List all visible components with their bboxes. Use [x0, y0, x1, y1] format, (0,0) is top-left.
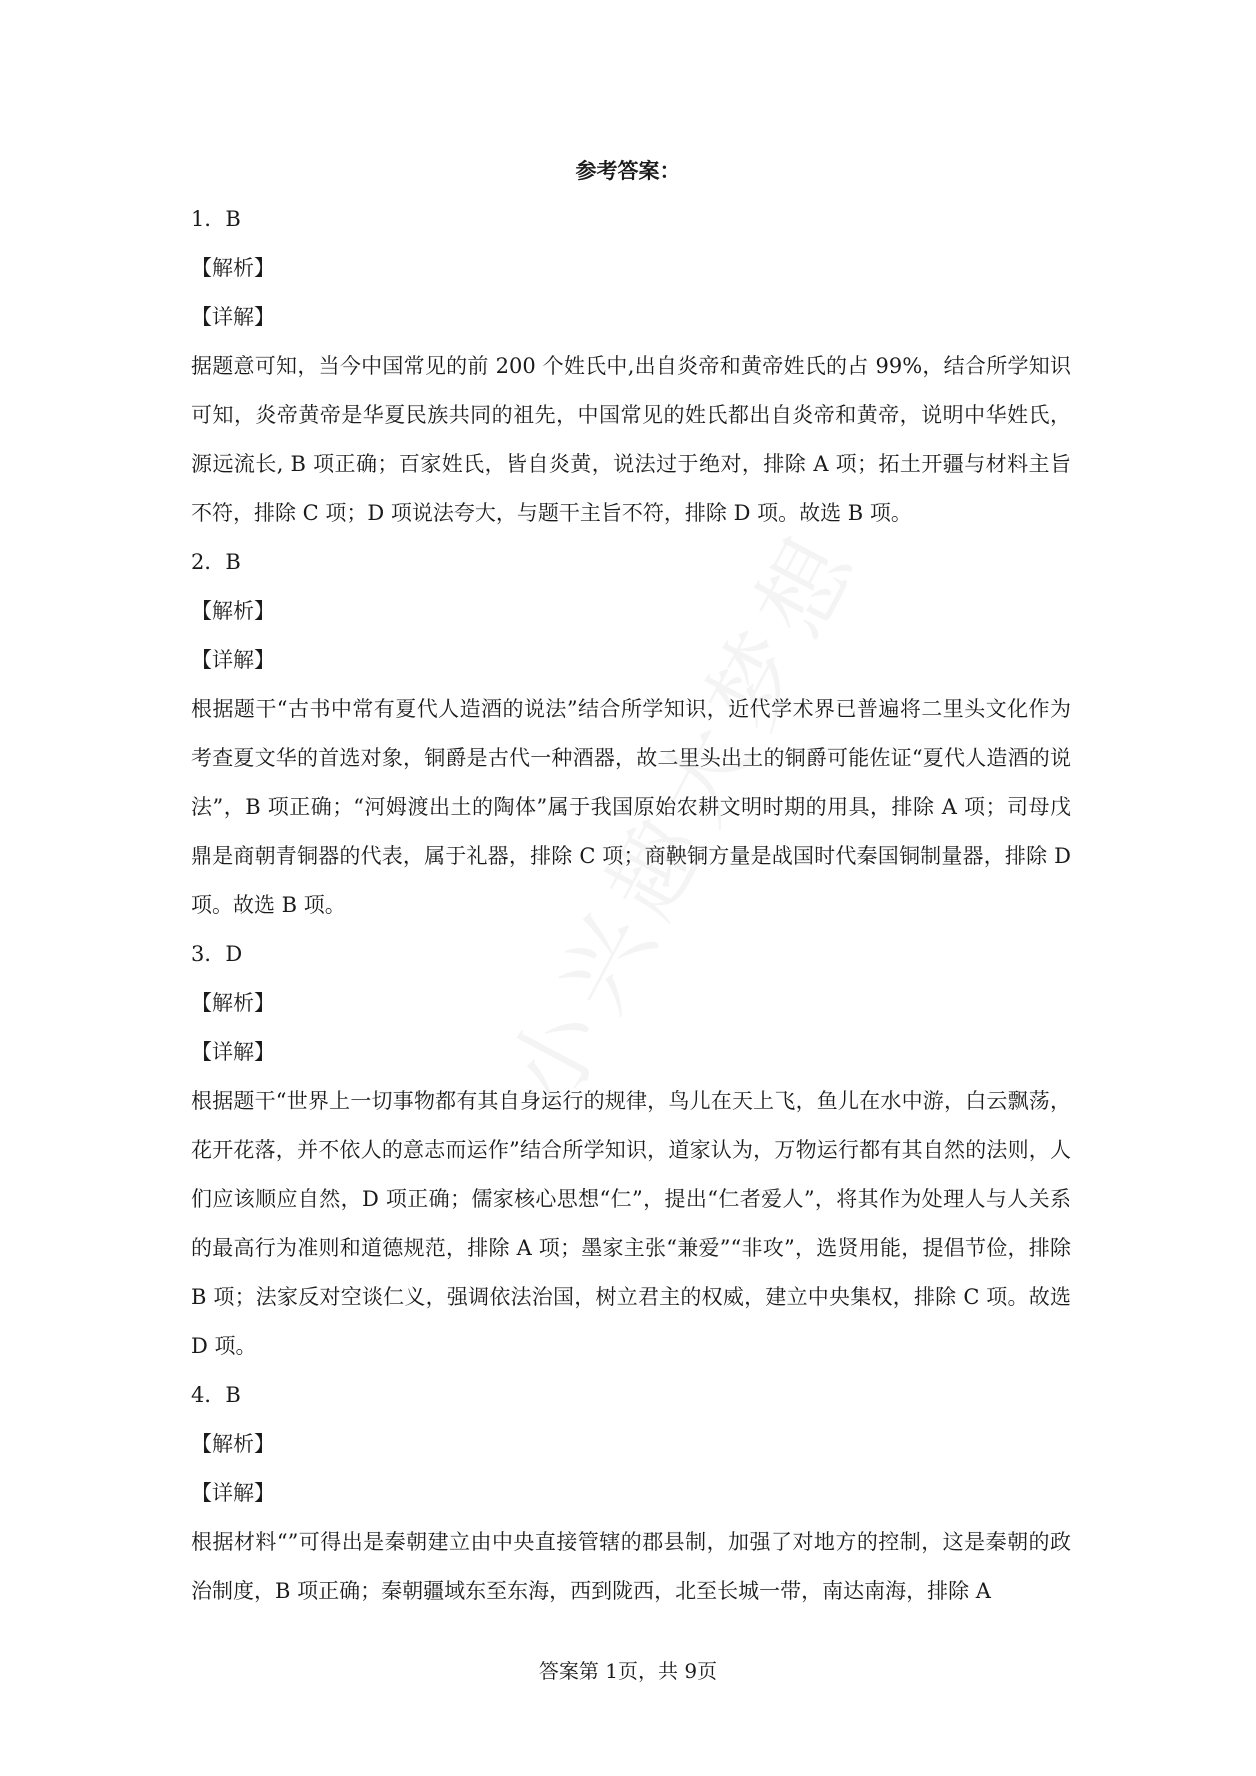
answer-number: 3．D [191, 942, 243, 966]
detail-text: 根据题干“古书中常有夏代人造酒的说法”结合所学知识，近代学术界已普遍将二里头文化作为考查夏文华的首选对象，铜爵是古代一种酒器，故二里头出土的铜爵可能佐证“夏代人造酒的说法”，B 项正确；“河姆渡出土的陶体”属于我国原始农耕文明时期的用具，排除 A 项；司母戊鼎是商朝青铜器的代表，属于礼器，排除 C 项；商鞅铜方量是战国时代秦国铜制量器，排除 D 项。故选 B 项。 [191, 697, 1071, 917]
answer-item-1 [191, 195, 1071, 538]
answer-list [191, 195, 1071, 1616]
analysis-tag: 【解析】 [191, 991, 275, 1015]
detail-tag: 【详解】 [191, 1040, 275, 1064]
page-footer: 答案第 1页，共 9页 [538, 1659, 718, 1683]
analysis-tag: 【解析】 [191, 256, 275, 280]
answer-item-3 [191, 930, 1071, 1371]
analysis-tag: 【解析】 [191, 1432, 275, 1456]
detail-tag: 【详解】 [191, 1481, 275, 1505]
detail-tag: 【详解】 [191, 305, 275, 329]
detail-text: 根据材料“”可得出是秦朝建立由中央直接管辖的郡县制，加强了对地方的控制，这是秦朝的政治制度，B 项正确；秦朝疆域东至东海，西到陇西，北至长城一带，南达南海，排除 A [191, 1530, 1071, 1603]
detail-text: 根据题干“世界上一切事物都有其自身运行的规律，鸟儿在天上飞，鱼儿在水中游，白云飘荡，花开花落，并不依人的意志而运作”结合所学知识，道家认为，万物运行都有其自然的法则，人们应该顺应自然，D 项正确；儒家核心思想“仁”，提出“仁者爱人”，将其作为处理人与人关系的最高行为准则和道德规范，排除 A 项；墨家主张“兼爱”“非攻”，选贤用能，提倡节俭，排除 B 项；法家反对空谈仁义，强调依法治国，树立君主的权威，建立中央集权，排除 C 项。故选 D 项。 [191, 1089, 1071, 1358]
answer-number: 1．B [191, 207, 241, 231]
answer-number: 4．B [191, 1383, 241, 1407]
answer-number: 2．B [191, 550, 241, 574]
detail-tag: 【详解】 [191, 648, 275, 672]
page-title: 参考答案： [575, 158, 681, 183]
analysis-tag: 【解析】 [191, 599, 275, 623]
detail-text: 据题意可知，当今中国常见的前 200 个姓氏中,出自炎帝和黄帝姓氏的占 99%，结合所学知识可知，炎帝黄帝是华夏民族共同的祖先，中国常见的姓氏都出自炎帝和黄帝，说明中华姓氏，源远流长, B 项正确；百家姓氏，皆自炎黄，说法过于绝对，排除 A 项；拓土开疆与材料主旨不符，排除 C 项；D 项说法夸大，与题干主旨不符，排除 D 项。故选 B 项。 [191, 354, 1071, 525]
answer-item-4 [191, 1371, 1071, 1616]
answer-item-2 [191, 538, 1071, 930]
